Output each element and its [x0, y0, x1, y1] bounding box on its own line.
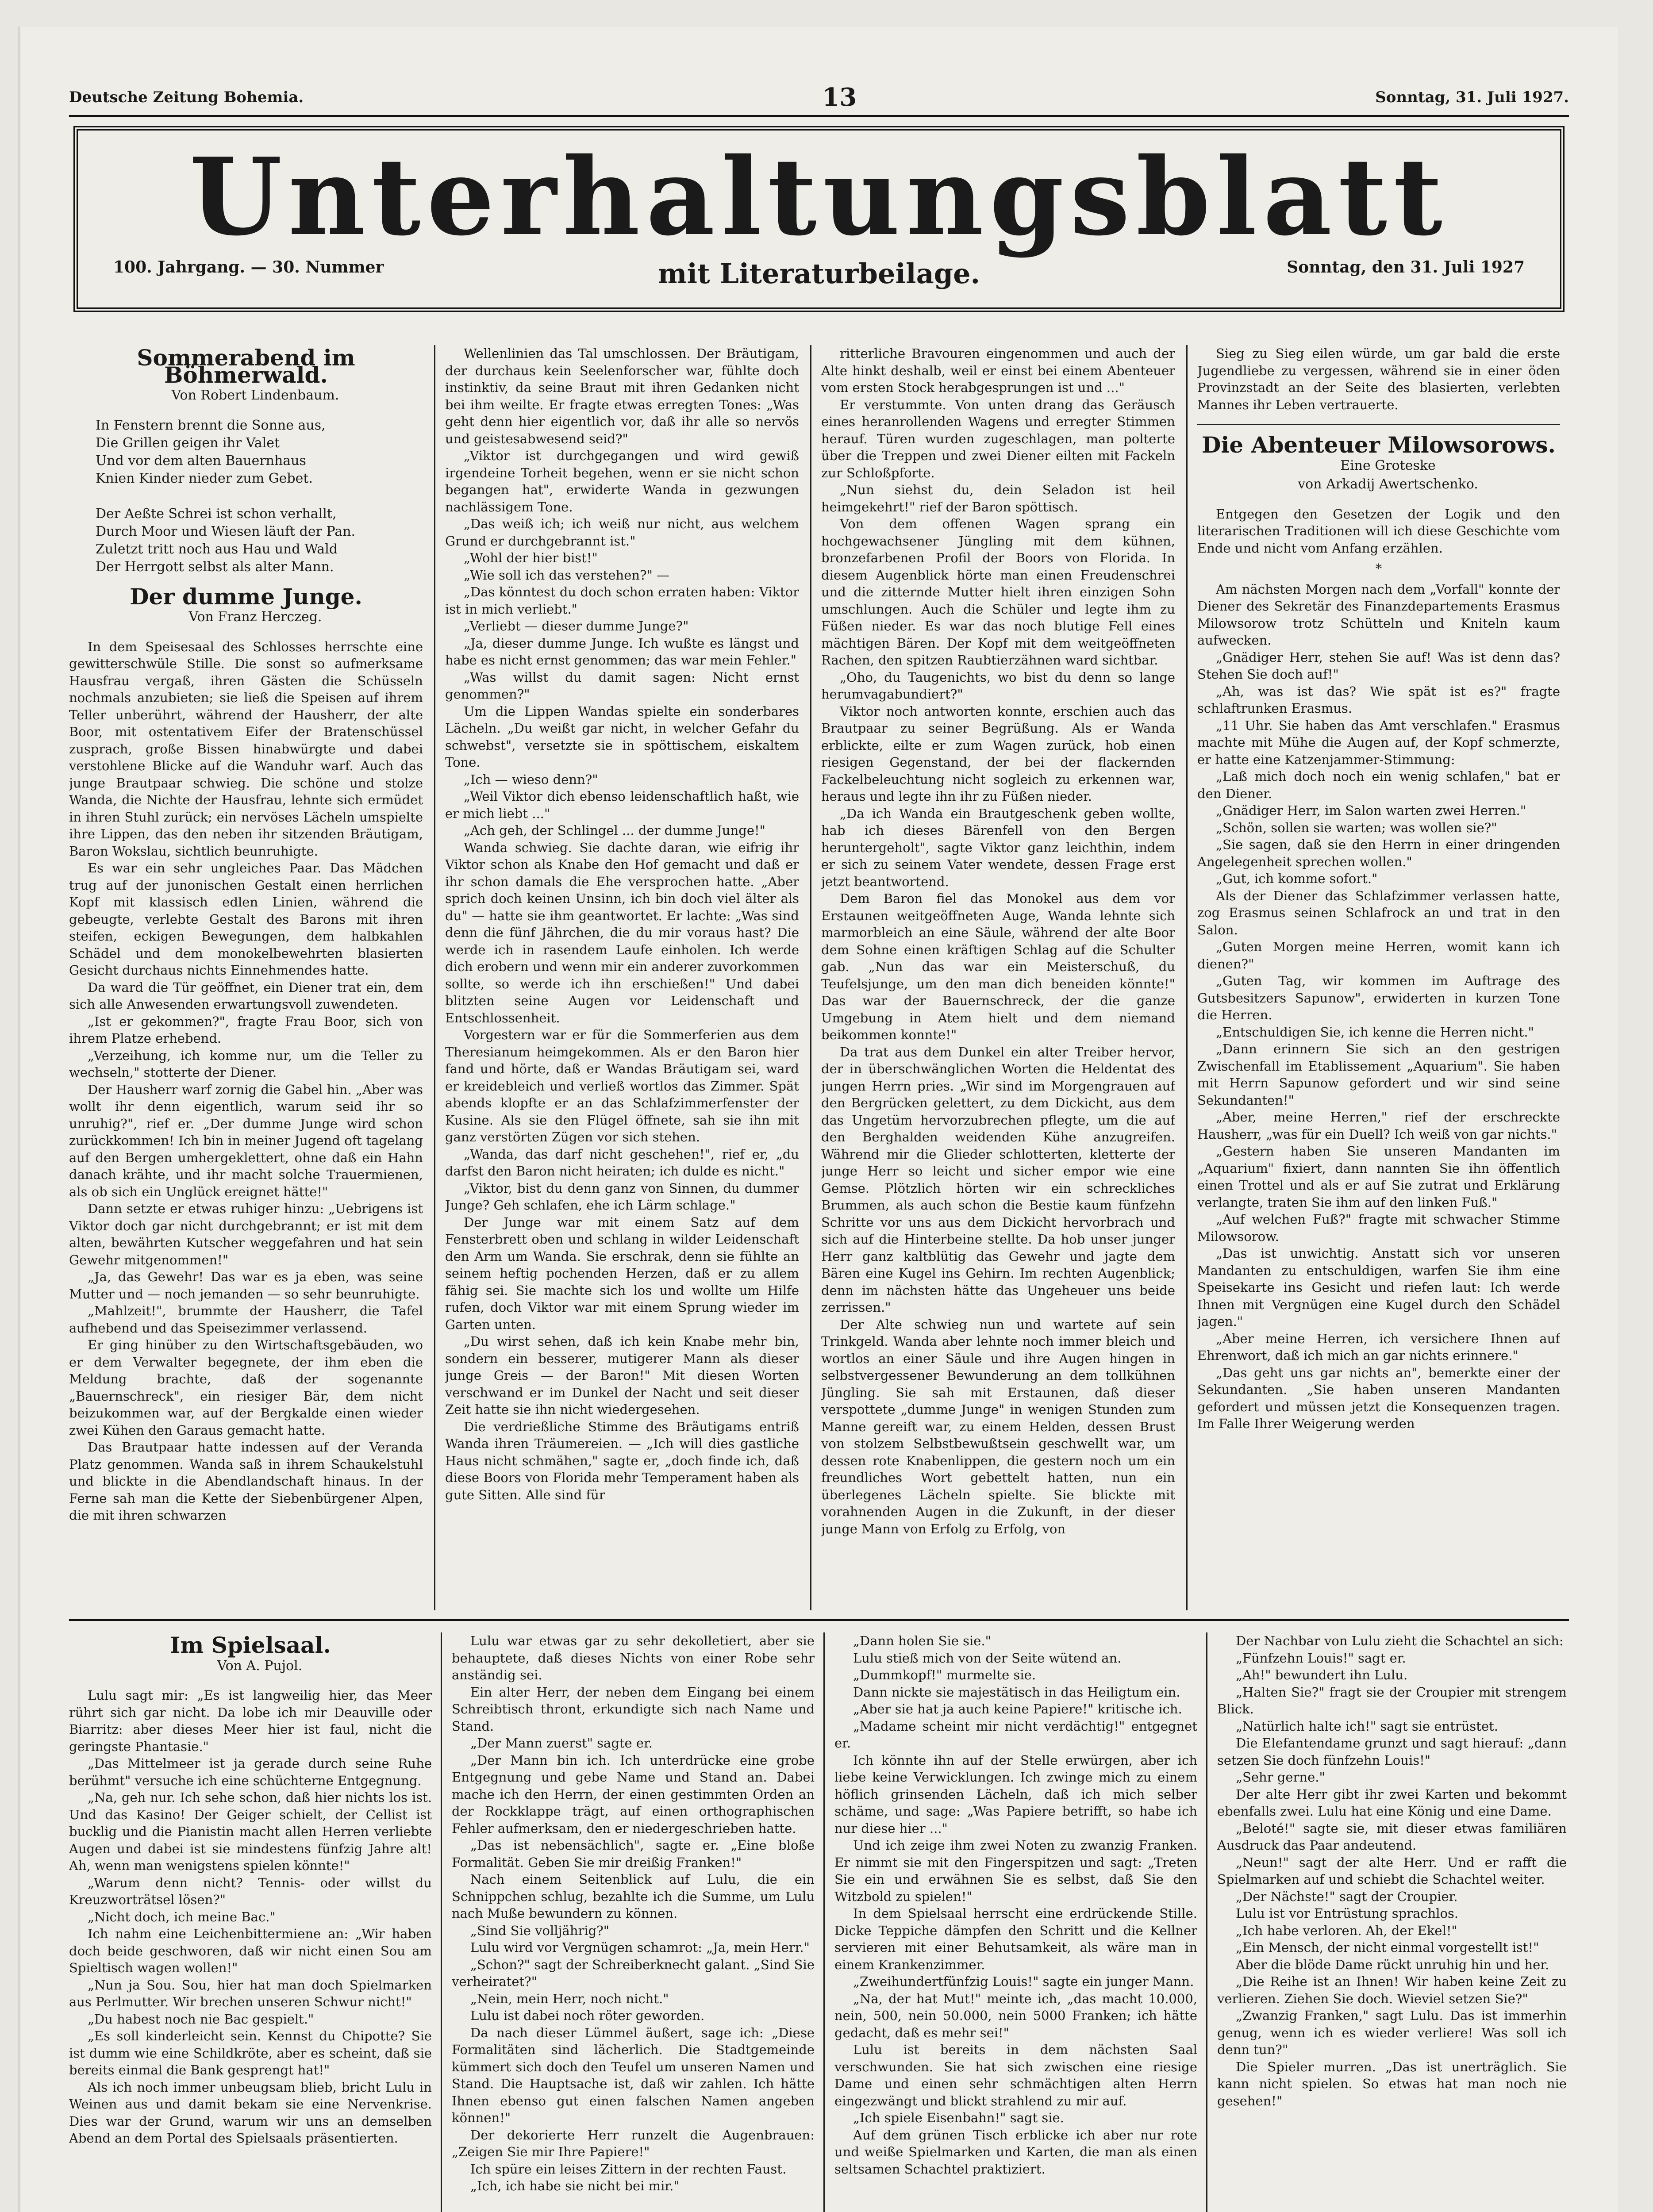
masthead-title: Unterhaltungsblatt — [189, 134, 1449, 259]
volume-info: 100. Jahrgang. — 30. Nummer — [113, 258, 384, 276]
poem-line: In Fenstern brennt die Sonne aus, — [96, 417, 326, 433]
story1-col4-text — [1197, 345, 1560, 413]
story1-col2-text — [445, 345, 799, 1503]
story2-genre: Eine Groteske — [1340, 457, 1436, 473]
paragraph: „Gnädiger Herr, stehen Sie auf! Was ist denn das? Stehen Sie doch auf!" — [1197, 649, 1560, 682]
story2-author: von Arkadij Awertschenko. — [1298, 476, 1478, 492]
lower-col-4 — [1217, 1632, 1567, 2212]
paragraph: „Ja, das Gewehr! Das war es ja eben, was seine Mutter und — noch jemanden — so sehr beunruhigte. — [69, 1269, 423, 1302]
paragraph: Von dem offenen Wagen sprang ein hochgewachsener Jüngling mit dem kühnen, bronzefarbenen Profil der Boors von Florida. In diesem Augenblick hörte man einen Freudenschrei und die zitternde Mutter hielt ihren einzigen Sohn umschlungen. Auch die Schüler und legte ihm zu Füßen nieder. Es war das noch blutige Fell eines mächtigen Bären. Der Kopf mit dem weitgeöffneten Rachen, den spitzen Raubtierzähnen ward sichtbar. — [821, 516, 1175, 668]
section-rule — [1197, 424, 1560, 425]
upper-col-4 — [1197, 345, 1560, 1610]
paragraph: Sieg zu Sieg eilen würde, um gar bald die erste Jugendliebe zu vergessen, während sie in einer öden Provinzstadt an der Seite des blasierten, verlebten Mannes ihr Leben vertrauerte. — [1197, 346, 1560, 412]
poem-line: Der Aeßte Schrei ist schon verhallt, — [96, 506, 337, 522]
paragraph: „Beloté!" sagte sie, mit dieser etwas familiären Ausdruck das Paar andeutend. — [1217, 1820, 1567, 1853]
paragraph: „Da ich Wanda ein Brautgeschenk geben wollte, hab ich dieses Bärenfell von den Bergen heruntergeholt", sagte Viktor ganz leichthin, indem er sich zu seinem Vater wendete, dessen Frage erst jetzt beantwortend. — [821, 806, 1175, 889]
paragraph: Lulu ist vor Entrüstung sprachlos. — [1236, 1906, 1459, 1921]
paragraph: „Nun siehst du, dein Seladon ist heil heimgekehrt!" rief der Baron spöttisch. — [821, 482, 1175, 515]
running-header — [69, 80, 1569, 117]
paragraph: Die Elefantendame grunzt und sagt hierauf: „dann setzen Sie doch fünfzehn Louis!" — [1217, 1736, 1567, 1768]
paragraph: „Viktor, bist du denn ganz von Sinnen, du dummer Junge? Geh schlafen, ehe ich Lärm schlage." — [445, 1180, 799, 1213]
page-number: 13 — [822, 83, 857, 112]
paragraph: „Sie sagen, daß sie den Herrn in einer dringenden Angelegenheit sprechen wollen." — [1197, 837, 1560, 869]
story1-title: Der dumme Junge. — [130, 583, 362, 610]
paragraph: „Aber meine Herren, ich versichere Ihnen auf Ehrenwort, daß ich mich an gar nichts erinnere." — [1197, 1331, 1560, 1363]
paragraph: Es war ein sehr ungleiches Paar. Das Mädchen trug auf der junonischen Gestalt einen herrlichen Kopf mit klassisch edlen Linien, während die gebeugte, verlebte Gestalt des Barons mit ihren steifen, eckigen Bewegungen, dem halbkahlen Schädel und dem monokelbewehrten blasierten Gesicht durchaus nichts Einnehmendes hatte. — [69, 860, 423, 978]
paragraph: „Verzeihung, ich komme nur, um die Teller zu wechseln," stotterte der Diener. — [69, 1048, 423, 1080]
paragraph: „Guten Morgen meine Herren, womit kann ich dienen?" — [1197, 939, 1560, 972]
paragraph: Lulu ist bereits in dem nächsten Saal verschwunden. Sie hat sich zwischen eine riesige Dame und einen sehr schmächtigen alten Herrn eingezwängt und blickt strahlend zu mir auf. — [834, 2042, 1197, 2108]
poem-line: Die Grillen geigen ihr Valet — [96, 435, 280, 451]
story3-col3-text — [834, 1632, 1197, 2177]
paragraph: „Das ist nebensächlich", sagte er. „Eine bloße Formalität. Geben Sie mir dreißig Franken!" — [452, 1838, 815, 1870]
column-rule — [434, 345, 435, 1610]
paragraph: Wellenlinien das Tal umschlossen. Der Bräutigam, der durchaus kein Seelenforscher war, fühlte doch instinktiv, da seine Braut mit ihren Gedanken nicht bei ihm weilte. Er fragte etwas erregten Tones: „Was geht denn hier eigentlich vor, daß ihr alle so nervös und geistesabwesend seid?" — [445, 346, 799, 446]
paragraph: „Aber sie hat ja auch keine Papiere!" kritische ich. — [853, 1701, 1182, 1717]
story1-col3-text — [821, 345, 1175, 1537]
paragraph: „Ich spiele Eisenbahn!" sagt sie. — [853, 2110, 1064, 2125]
paragraph: „Sind Sie volljährig?" — [470, 1923, 610, 1938]
upper-col-3 — [821, 345, 1175, 1610]
paragraph: „Ah!" bewundert ihn Lulu. — [1236, 1667, 1408, 1682]
paragraph: Auf dem grünen Tisch erblicke ich aber nur rote und weiße Spielmarken und Karten, die man als einen seltsamen Schachtel praktiziert. — [834, 2127, 1197, 2177]
paragraph: „Wanda, das darf nicht geschehen!", rief er, „du darfst den Baron nicht heiraten; ich dulde es nicht." — [445, 1146, 799, 1179]
paragraph: „Wohl der hier bist!" — [464, 550, 598, 565]
paragraph: „Weil Viktor dich ebenso leidenschaftlich haßt, wie er mich liebt ..." — [445, 789, 799, 821]
poem-title: Sommerabend im Böhmerwald. — [137, 345, 355, 388]
paragraph: Der Nachbar von Lulu zieht die Schachtel an sich: — [1236, 1633, 1564, 1648]
paragraph: „Aber, meine Herren," rief der erschreckte Hausherr, „was für ein Duell? Ich weiß von gar nichts." — [1197, 1110, 1560, 1142]
paragraph: „11 Uhr. Sie haben das Amt verschlafen." Erasmus machte mit Mühe die Augen auf, der Kopf schmerzte, er hatte eine Katzenjammer-Stimmung: — [1197, 718, 1560, 767]
paragraph: „Neun!" sagt der alte Herr. Und er rafft die Spielmarken auf und schiebt die Schachtel weiter. — [1217, 1855, 1567, 1887]
paragraph: „Dann erinnern Sie sich an den gestrigen Zwischenfall im Etablissement „Aquarium". Sie haben mit Herrn Sapunow gefordert und wir sind seine Sekundanten!" — [1197, 1041, 1560, 1108]
paragraph: Wanda schwieg. Sie dachte daran, wie eifrig ihr Viktor schon als Knabe den Hof gemacht und daß er ihr schon damals die Ehe versprochen hatte. „Aber sprich doch keinen Unsinn, ich bin doch viel älter als du" — hatte sie ihm geantwortet. Er lachte: „Was sind denn die fünf Jährchen, die du mir voraus hast? Die werde ich in rasendem Laufe einholen. Ich werde dich erobern und wenn mir ein anderer zuvorkommen sollte, so werde ich ihn erschießen!" Und dabei blitzten seine Augen vor Leidenschaft und Entschlossenheit. — [445, 840, 799, 1025]
paragraph: „Viktor ist durchgegangen und wird gewiß irgendeine Torheit begehen, wenn er sie nicht schon begangen hat", erwiderte Wanda in gezwungen nachlässigem Tone. — [445, 448, 799, 515]
poem-text — [96, 417, 423, 576]
paragraph: „Was willst du damit sagen: Nicht ernst genommen?" — [445, 669, 799, 702]
paragraph: „Nicht doch, ich meine Bac." — [88, 1909, 276, 1924]
paragraph: „Halten Sie?" fragt sie der Croupier mit strengem Blick. — [1217, 1684, 1567, 1717]
paragraph: „Wie soll ich das verstehen?" — — [464, 567, 670, 583]
poem-line: Und vor dem alten Bauernhaus — [96, 453, 306, 469]
column-rule — [441, 1632, 442, 2212]
paragraph: Lulu sagt mir: „Es ist langweilig hier, das Meer rührt sich gar nicht. Da lobe ich mir Deauville oder Biarritz: aber dieses Meer hier ist faul, nicht die geringste Phantasie." — [69, 1688, 432, 1754]
paragraph: Als der Diener das Schlafzimmer verlassen hatte, zog Erasmus seinen Schlafrock an und trat in den Salon. — [1197, 888, 1560, 937]
masthead — [73, 126, 1565, 312]
paragraph: „Ah, was ist das? Wie spät ist es?" fragte schlaftrunken Erasmus. — [1197, 684, 1560, 716]
paragraph: Als ich noch immer unbeugsam blieb, bricht Lulu in Weinen aus und damit bekam sie eine Nervenkrise. Dies war der Grund, warum wir uns an demselben Abend an dem Portal des Spielsaals präsentierten. — [69, 2079, 432, 2146]
paragraph: „Zweihundertfünfzig Louis!" sagte ein junger Mann. — [853, 1974, 1194, 1989]
story1-author: Von Franz Herczeg. — [188, 609, 322, 625]
paragraph: „Laß mich doch noch ein wenig schlafen," bat er den Diener. — [1197, 769, 1560, 801]
paragraph: Er ging hinüber zu den Wirtschaftsgebäuden, wo er dem Verwalter begegnete, der ihm eben die Meldung brachte, daß der sogenannte „Bauernschreck", ein riesiger Bär, dem nicht beizukommen war, auf der Bergkalde einen wieder zwei Kühen den Garaus gemacht hatte. — [69, 1337, 423, 1438]
paragraph: Ich könnte ihn auf der Stelle erwürgen, aber ich liebe keine Verwicklungen. Ich zwinge mich zu einem höflich grinsenden Lächeln, daß ich mich selber schäme, und sage: „Was Papiere betrifft, so habe ich nur diese hier ..." — [834, 1752, 1197, 1836]
paragraph: In dem Speisesaal des Schlosses herrschte eine gewitterschwüle Stille. Die sonst so aufmerksame Hausfrau vergaß, ihren Gästen die Schüsseln nochmals anzubieten; sie ließ die Speisen auf ihrem Teller unberührt, während der Hausherr, der alte Boor, mit ostentativem Eifer der Bratenschüssel zusprach, große Bissen hinabwürgte und dabei verstohlene Blicke auf die Wanduhr warf. Auch das junge Brautpaar schwieg. Die schöne und stolze Wanda, die Nichte der Hausfrau, lehnte sich ermüdet in ihren Stuhl zurück; ein nervöses Lächeln umspielte ihre Lippen, das den neben ihr sitzenden Bräutigam, Baron Wokslau, sichtlich beunruhigte. — [69, 639, 423, 859]
paragraph: Der Alte schwieg nun und wartete auf sein Trinkgeld. Wanda aber lehnte noch immer bleich und wortlos an einer Säule und ihre Augen hingen in selbstvergessener Bewunderung an dem tollkühnen Jüngling. Sie sah mit Erstaunen, daß dieser verspottete „dumme Junge" in wenigen Stunden zum Manne gereift war, zu einem Helden, dessen Brust von stolzem Selbstbewußtsein geschwellt war, um dessen rote Knabenlippen, die gestern noch um ein freundliches Wort gebettelt hatten, nun ein überlegenes Lächeln spielte. Sie blickte mit vorahnenden Augen in die Zukunft, in der dieser junge Mann von Erfolg zu Erfolg, von — [821, 1317, 1175, 1536]
paragraph: „Dann holen Sie sie." — [853, 1633, 992, 1648]
paragraph: „Warum denn nicht? Tennis- oder willst du Kreuzworträtsel lösen?" — [69, 1875, 432, 1907]
paragraph: Lulu ist dabei noch röter geworden. — [470, 2008, 705, 2023]
paragraph: „Das Mittelmeer ist ja gerade durch seine Ruhe berühmt" versuche ich eine schüchterne Entgegnung. — [69, 1756, 432, 1788]
paragraph: Ich spüre ein leises Zittern in der rechten Faust. — [470, 2161, 787, 2177]
story1-col1-text — [69, 638, 423, 1524]
newspaper-page — [18, 27, 1618, 2212]
paragraph: „Entschuldigen Sie, ich kenne die Herren nicht." — [1216, 1024, 1534, 1040]
upper-col-2 — [445, 345, 799, 1610]
paragraph: „Nun ja Sou. Sou, hier hat man doch Spielmarken aus Perlmutter. Wir brechen unseren Schwur nicht!" — [69, 1977, 432, 2009]
paragraph: „Ein Mensch, der nicht einmal vorgestellt ist!" — [1236, 1940, 1539, 1955]
paragraph: „Der Nächste!" sagt der Croupier. — [1236, 1889, 1458, 1904]
story3-col2-text — [452, 1632, 815, 2195]
paragraph: „Schön, sollen sie warten; was wollen sie?" — [1216, 820, 1497, 835]
paragraph: Der alte Herr gibt ihr zwei Karten und bekommt ebenfalls zwei. Lulu hat eine König und eine Dame. — [1217, 1786, 1567, 1819]
paragraph: „Gnädiger Herr, im Salon warten zwei Herren." — [1216, 803, 1526, 818]
paragraph: „Ach geh, der Schlingel ... der dumme Junge!" — [464, 823, 765, 838]
paragraph: Am nächsten Morgen nach dem „Vorfall" konnte der Diener des Sekretär des Finanzdepartements Erasmus Milowsorow trotz Schütteln und Kniteln kaum aufwecken. — [1197, 581, 1560, 648]
poem-line: Durch Moor und Wiesen läuft der Pan. — [96, 523, 356, 539]
paragraph: „Na, geh nur. Ich sehe schon, daß hier nichts los ist. Und das Kasino! Der Geiger schielt, der Cellist ist bucklig und die Pianistin macht allen Herren verliebte Augen und dabei ist sie mindestens fünfzig Jahre alt! Ah, wenn man wenigstens spielen könnte!" — [69, 1790, 432, 1873]
paragraph: „Die Reihe ist an Ihnen! Wir haben keine Zeit zu verlieren. Ziehen Sie doch. Wieviel setzen Sie?" — [1217, 1974, 1567, 2006]
paragraph: „Dummkopf!" murmelte sie. — [853, 1667, 1036, 1682]
paragraph: Lulu wird vor Vergnügen schamrot: „Ja, mein Herr." — [470, 1940, 810, 1955]
paragraph: „Na, der hat Mut!" meinte ich, „das macht 10.000, nein, 500, nein 50.000, nein 5000 Franken; ich hätte gedacht, daß es mehr sei!" — [834, 1991, 1197, 2040]
paragraph: „Das könntest du doch schon erraten haben: Viktor ist in mich verliebt." — [445, 584, 799, 617]
story2-title: Die Abenteuer Milowsorows. — [1202, 432, 1556, 458]
paragraph: „Sehr gerne." — [1236, 1770, 1325, 1785]
header-date: Sonntag, 31. Juli 1927. — [1375, 88, 1569, 106]
paragraph: Ich nahm eine Leichenbittermiene an: „Wir haben doch beide geschworen, daß wir nicht einen Sou am Spieltisch wagen wollen!" — [69, 1926, 432, 1975]
masthead-subtitle: mit Literaturbeilage. — [657, 257, 980, 290]
paragraph: Er verstummte. Von unten drang das Geräusch eines heranrollenden Wagens und erregter Stimmen herauf. Türen wurden zugeschlagen, man polterte über die Treppen und zwei Diener eilten mit Fackeln zur Schloßpforte. — [821, 397, 1175, 480]
masthead-date: Sonntag, den 31. Juli 1927 — [1287, 258, 1525, 276]
paragraph: „Verliebt — dieser dumme Junge?" — [464, 618, 689, 634]
paragraph: Dann setzte er etwas ruhiger hinzu: „Uebrigens ist Viktor doch gar nicht durchgebrannt; er ist mit dem alten, bewährten Kutscher weggefahren und hat sein Gewehr mitgenommen!" — [69, 1201, 423, 1267]
paragraph: „Es soll kinderleicht sein. Kennst du Chipotte? Sie ist dumm wie eine Schildkröte, aber es scheint, daß sie bereits einmal die Bank gesprengt hat!" — [69, 2028, 432, 2078]
story3-col4-text — [1217, 1632, 1567, 2109]
paragraph: „Ich habe verloren. Ah, der Ekel!" — [1236, 1923, 1457, 1938]
paragraph: „Natürlich halte ich!" sagt sie entrüstet. — [1236, 1718, 1498, 1734]
paragraph: „Zwanzig Franken," sagt Lulu. Das ist immerhin genug, wenn ich es wieder verliere! Was soll ich denn tun?" — [1217, 2008, 1567, 2057]
paragraph: Der Junge war mit einem Satz auf dem Fensterbrett oben und schlang in wilder Leidenschaft den Arm um Wanda. Sie erschrak, denn sie fühlte an seinem heftig pochenden Herzen, daß er zu allem fähig sei. Sie machte sich los und wollte um Hilfe rufen, doch Viktor war mit einem Sprung wieder im Garten unten. — [445, 1214, 799, 1332]
poem-author: Von Robert Lindenbaum. — [171, 388, 339, 403]
paragraph: „Ja, dieser dumme Junge. Ich wußte es längst und habe es nicht ernst genommen; das war mein Fehler." — [445, 635, 799, 668]
paragraph: Aber die blöde Dame rückt unruhig hin und her. — [1236, 1957, 1549, 1972]
poem-line: Der Herrgott selbst als alter Mann. — [96, 559, 334, 575]
paragraph: „Du habest noch nie Bac gespielt." — [88, 2011, 314, 2027]
story3-col1-text — [69, 1687, 432, 2147]
story2-intro: Entgegen den Gesetzen der Logik und den literarischen Traditionen will ich diese Geschichte vom Ende und nicht vom Anfang erzählen. — [1197, 506, 1560, 556]
paragraph: Der dekorierte Herr runzelt die Augenbrauen: „Zeigen Sie mir Ihre Papiere!" — [452, 2127, 815, 2159]
paragraph: Der Hausherr warf zornig die Gabel hin. „Aber was wollt ihr denn eigentlich, warum seid ihr so unruhig?", rief er. „Der dumme Junge wird schon zurückkommen! Ich bin in meiner Jugend oft tagelang auf den Bergen umhergeklettert, ohne daß ein Hahn danach krähte, und ihr macht solche Trauermienen, als ob sich ein Unglück ereignet hätte!" — [69, 1082, 423, 1199]
paragraph: Da trat aus dem Dunkel ein alter Treiber hervor, der in überschwänglichen Worten die Heldentat des jungen Herrn pries. „Wir sind im Morgengrauen auf den Bergrücken gelettert, zu dem Dickicht, aus dem das Ungetüm hervorzubrechen pflegte, um die auf den Berghalden weidenden Kühe anzugreifen. Während mir die Glieder schlotterten, kletterte der junge Herr so leicht und sicher empor wie eine Gemse. Plötzlich hörten wir ein schreckliches Brummen, als auch schon die Bestie kaum fünfzehn Schritte vor uns aus dem Dickicht hervorbrach und sich auf die Hinterbeine stellte. Da hob unser junger Herr ganz kaltblütig das Gewehr und jagte dem Bären eine Kugel ins Gehirn. Im rechten Augenblick; denn im nächsten hätte das Ungeheuer uns beide zerrissen." — [821, 1044, 1175, 1315]
paragraph: Nach einem Seitenblick auf Lulu, die ein Schnippchen schlug, bezahlte ich die Summe, um Lulu nach Muße bewundern zu können. — [452, 1872, 815, 1921]
lower-col-1 — [69, 1632, 432, 2212]
story3-title: Im Spielsaal. — [170, 1632, 331, 1658]
paragraph: ritterliche Bravouren eingenommen und auch der Alte hinkt deshalb, weil er einst bei einem Abenteuer vom ersten Stock herabgesprungen ist und ..." — [821, 346, 1175, 395]
paragraph: „Du wirst sehen, daß ich kein Knabe mehr bin, sondern ein besserer, mutigerer Mann als dieser junge Greis — der Baron!" Mit diesen Worten verschwand er im Dunkel der Nacht und seit dieser Zeit hatte sie ihn nicht wiedergesehen. — [445, 1334, 799, 1417]
paragraph: „Guten Tag, wir kommen im Auftrage des Gutsbesitzers Sapunow", erwiderten in kurzen Tone die Herren. — [1197, 973, 1560, 1022]
lower-col-3 — [834, 1632, 1197, 2212]
paper-name: Deutsche Zeitung Bohemia. — [69, 88, 304, 106]
paragraph: „Der Mann bin ich. Ich unterdrücke eine grobe Entgegnung und gebe Name und Stand an. Dabei mache ich den Herrn, der einen gestimmten Orden an der Rockklappe trägt, auf einen orthographischen Fehler aufmerksam, den er niedergeschrieben hatte. — [452, 1752, 815, 1836]
paragraph: „Der Mann zuerst" sagte er. — [470, 1736, 653, 1751]
paragraph: Viktor noch antworten konnte, erschien auch das Brautpaar zu seiner Begrüßung. Als er Wanda erblickte, eilte er zum Wagen zurück, hob einen riesigen Gegenstand, der bei der flackernden Fackelbeleuchtung nicht sogleich zu erkennen war, heraus und legte ihn ihr zu Füßen nieder. — [821, 703, 1175, 804]
paragraph: In dem Spielsaal herrscht eine erdrückende Stille. Dicke Teppiche dämpfen den Schritt und die Kellner servieren mit einer Behutsamkeit, als wäre man in einem Krankenzimmer. — [834, 1906, 1197, 1972]
paragraph: Das Brautpaar hatte indessen auf der Veranda Platz genommen. Wanda saß in ihrem Schaukelstuhl und blickte in die Abendlandschaft hinaus. In der Ferne sah man die Kette der Siebenbürgener Alpen, die mit ihren schwarzen — [69, 1440, 423, 1523]
paragraph: Lulu war etwas gar zu sehr dekolletiert, aber sie behauptete, daß dieses Nichts von einer Robe sehr anständig sei. — [452, 1633, 815, 1682]
paragraph: „Das geht uns gar nichts an", bemerkte einer der Sekundanten. „Sie haben unseren Mandanten gefordert und müssen jetzt die Konsequenzen tragen. Im Falle Ihrer Weigerung werden — [1197, 1365, 1560, 1431]
paragraph: Da nach dieser Lümmel äußert, sage ich: „Diese Formalitäten sind lächerlich. Die Stadtgemeinde kümmert sich doch den Teufel um unseren Namen und Stand. Die Hauptsache ist, daß wir zahlen. Ich hätte Ihnen ebenso gut einen falschen Namen angeben können!" — [452, 2025, 815, 2125]
paragraph: Um die Lippen Wandas spielte ein sonderbares Lächeln. „Du weißt gar nicht, in welcher Gefahr du schwebst", versetzte sie in spöttischem, eiskaltem Tone. — [445, 703, 799, 770]
paragraph: „Schon?" sagt der Schreiberknecht galant. „Sind Sie verheiratet?" — [452, 1957, 815, 1989]
paragraph: „Mahlzeit!", brummte der Hausherr, die Tafel aufhebend und das Speisezimmer verlassend. — [69, 1303, 423, 1336]
paragraph: Die verdrießliche Stimme des Bräutigams entriß Wanda ihren Träumereien. — „Ich will dies gastliche Haus nicht schmähen," sagte er, „doch finde ich, daß diese Boors von Florida mehr Temperament haben als gute Sitten. Alle sind für — [445, 1419, 799, 1502]
paragraph: Die Spieler murren. „Das ist unerträglich. Sie kann nicht spielen. So etwas hat man noch nie gesehen!" — [1217, 2059, 1567, 2108]
paragraph: Und ich zeige ihm zwei Noten zu zwanzig Franken. Er nimmt sie mit den Fingerspitzen und sagt: „Treten Sie ein und erwähnen Sie es selbst, daß Sie den Witzbold zu spielen!" — [834, 1838, 1197, 1904]
paragraph: „Madame scheint mir nicht verdächtig!" entgegnet er. — [834, 1718, 1197, 1751]
section-star: * — [1375, 561, 1382, 576]
paragraph: „Ist er gekommen?", fragte Frau Boor, sich von ihrem Platze erhebend. — [69, 1014, 423, 1046]
paragraph: Dann nickte sie majestätisch in das Heiligtum ein. — [853, 1684, 1180, 1700]
paragraph: „Auf welchen Fuß?" fragte mit schwacher Stimme Milowsorow. — [1197, 1212, 1560, 1244]
upper-col-1 — [69, 345, 423, 1610]
horizontal-rule — [69, 1619, 1569, 1621]
lower-col-2 — [452, 1632, 815, 2212]
paragraph: Dem Baron fiel das Monokel aus dem vor Erstaunen weitgeöffneten Auge, Wanda lehnte sich marmorbleich an eine Säule, während der alte Boor dem Sohne einen kräftigen Schlag auf die Schulter gab. „Nun das war ein Meisterschuß, du Teufelsjunge, um den man dich beneiden könnte!" Das war der Bauernschreck, der die ganze Umgebung in Atem hielt und dem niemand beikommen konnte!" — [821, 891, 1175, 1042]
paragraph: Vorgestern war er für die Sommerferien aus dem Theresianum heimgekommen. Als er den Baron hier fand und hörte, daß er Wandas Bräutigam sei, ward er kreidebleich und verließ wortlos das Zimmer. Spät abends klopfte er an das Schlafzimmerfenster der Kusine. Als sie den Flügel öffnete, sah sie ihn mit ganz verstörten Zügen vor sich stehen. — [445, 1027, 799, 1144]
paragraph: „Nein, mein Herr, noch nicht." — [470, 1991, 669, 2006]
poem-line: Knien Kinder nieder zum Gebet. — [96, 470, 313, 486]
paragraph: „Das ist unwichtig. Anstatt sich vor unseren Mandanten zu entschuldigen, warfen Sie ihm eine Speisekarte ins Gesicht und riefen laut: Ich werde Ihnen mit Vergnügen eine Kugel durch den Schädel jagen." — [1197, 1246, 1560, 1329]
column-rule — [1186, 345, 1188, 1610]
paragraph: Lulu stieß mich von der Seite wütend an. — [853, 1650, 1122, 1666]
story3-author: Von A. Pujol. — [217, 1658, 303, 1674]
story2-text — [1197, 581, 1560, 1432]
paragraph: „Oho, du Taugenichts, wo bist du denn so lange herumvagabundiert?" — [821, 669, 1175, 702]
paragraph: „Gestern haben Sie unseren Mandanten im „Aquarium" fixiert, dann nannten Sie ihn öffentlich einen Trottel und als er auf Sie zutrat und Erklärung verlangte, traten Sie ihm auf den linken Fuß." — [1197, 1144, 1560, 1210]
paragraph: „Ich — wieso denn?" — [464, 772, 598, 787]
poem-line — [96, 488, 423, 505]
paragraph: Da ward die Tür geöffnet, ein Diener trat ein, dem sich alle Anwesenden erwartungsvoll zuwendeten. — [69, 979, 423, 1012]
paragraph: „Fünfzehn Louis!" sagt er. — [1236, 1650, 1406, 1666]
paragraph: „Das weiß ich; ich weiß nur nicht, aus welchem Grund er durchgebrannt ist." — [445, 516, 799, 549]
paragraph: „Ich, ich habe sie nicht bei mir." — [470, 2178, 680, 2193]
column-rule — [810, 345, 811, 1610]
paragraph: Ein alter Herr, der neben dem Eingang bei einem Schreibtisch thront, erkundigte sich nach Name und Stand. — [452, 1684, 815, 1734]
column-rule — [823, 1632, 825, 2212]
paragraph: „Gut, ich komme sofort." — [1216, 871, 1378, 886]
poem-line: Zuletzt tritt noch aus Hau und Wald — [96, 541, 338, 557]
column-rule — [1206, 1632, 1207, 2212]
